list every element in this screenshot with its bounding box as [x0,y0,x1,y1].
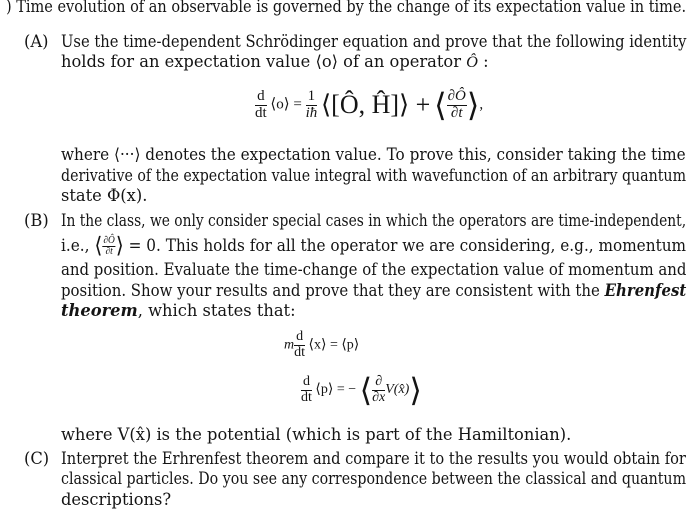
eq1-d-dt [294,330,305,360]
part-b-line-5-text: , which states that: [137,301,296,320]
inline-right-angle: ⟩ [115,233,124,259]
eq1-dt: dt [294,344,306,360]
inline-partial-t: ∂t [105,246,113,257]
eq2-partial: ∂ [372,375,385,391]
mass-m: m [284,337,295,353]
eq2-left-angle: ⟨ [359,372,373,408]
part-b-line-2-text: = 0. This holds for all the operator we are considering, e.g., momentum [123,236,687,255]
ehrenfest-equation-1 [284,330,359,360]
part-b-label: (B) [24,211,49,230]
d-numerator: d [255,89,267,106]
part-c-line-3: descriptions? [61,490,172,509]
ihbar-denominator: iħ [305,104,318,121]
partial-o-numerator: ∂Ô [447,87,466,104]
eq1-d: d [296,329,304,344]
heisenberg-equation [255,86,483,124]
inline-left-angle: ⟨ [94,233,103,259]
dt-denominator: dt [255,104,267,121]
one-numerator: 1 [306,89,318,106]
part-a-line-2 [61,52,489,72]
eq2-d-dt [301,375,312,405]
expectation-o-lhs: ⟨o⟩ = [270,96,302,113]
part-b-line-2-ie: i.e., [61,236,95,255]
part-a-where-1: where ⟨···⟩ denotes the expectation value. To prove this, consider taking the time [61,145,686,164]
part-b-line-4 [61,281,686,301]
part-b-where: where V(x̂) is the potential (which is part of the Hamiltonian). [61,425,572,444]
eq2-partial-x-den: ∂x [372,389,386,405]
ehrenfest-equation-2 [301,371,422,409]
d-dt-fraction [255,89,267,122]
eq2-d: d [302,373,310,389]
eq1-rest: ⟨x⟩ = ⟨p⟩ [308,337,360,353]
part-a-line-2-end: : [477,52,489,71]
partial-o-fraction [447,89,467,122]
problem-intro: ) Time evolution of an observable is governed by the change of its expectation value in time. [6,0,687,16]
part-c-line-2: classical particles. Do you see any correspondence between the classical and quantum [61,469,687,488]
part-c-line-1: Interpret the Erhrenfest theorem and compare it to the results you would obtain for [61,449,686,468]
inline-partial-fraction [102,236,115,258]
part-c-label: (C) [24,449,50,468]
eq2-right-angle: ⟩ [409,372,422,408]
part-a-label: (A) [24,32,49,51]
inline-partial-o: ∂Ô [103,234,115,246]
part-b-line-1: In the class, we only consider special cases in which the operators are time-independent, [61,211,687,230]
one-over-ihbar [306,89,318,122]
theorem-term: theorem [61,301,138,320]
left-angle: ⟨ [434,87,447,123]
partial-t-denominator: ∂t [450,104,463,121]
part-a-line-2-text: holds for an expectation value ⟨o⟩ of an operator [61,52,467,71]
part-b-line-3: and position. Evaluate the time-change of the expectation value of momentum and [61,260,687,279]
ehrenfest-term: Ehrenfest [604,281,687,300]
part-b-line-4-text: position. Show your results and prove that they are consistent with the [61,281,605,300]
part-a-line-1: Use the time-dependent Schrödinger equation and prove that the following identity [61,32,687,51]
eq2-mid: ⟨p⟩ = − [315,382,357,398]
right-angle: ⟩ [466,87,480,123]
commutator-term: ⟨[Ô, Ĥ]⟩ + [321,90,431,119]
part-a-where-3: state Φ(x). [61,186,148,205]
part-b-line-5 [61,301,296,321]
eq2-partial-x [372,375,385,405]
equation-comma: , [479,96,484,113]
eq2-potential: V(x̂) [385,382,410,398]
operator-o: Ô [466,52,478,71]
eq2-dt: dt [301,389,312,405]
part-a-where-2: derivative of the expectation value integral with wavefunction of an arbitrary quantum [61,166,687,185]
part-b-line-2 [61,233,686,260]
